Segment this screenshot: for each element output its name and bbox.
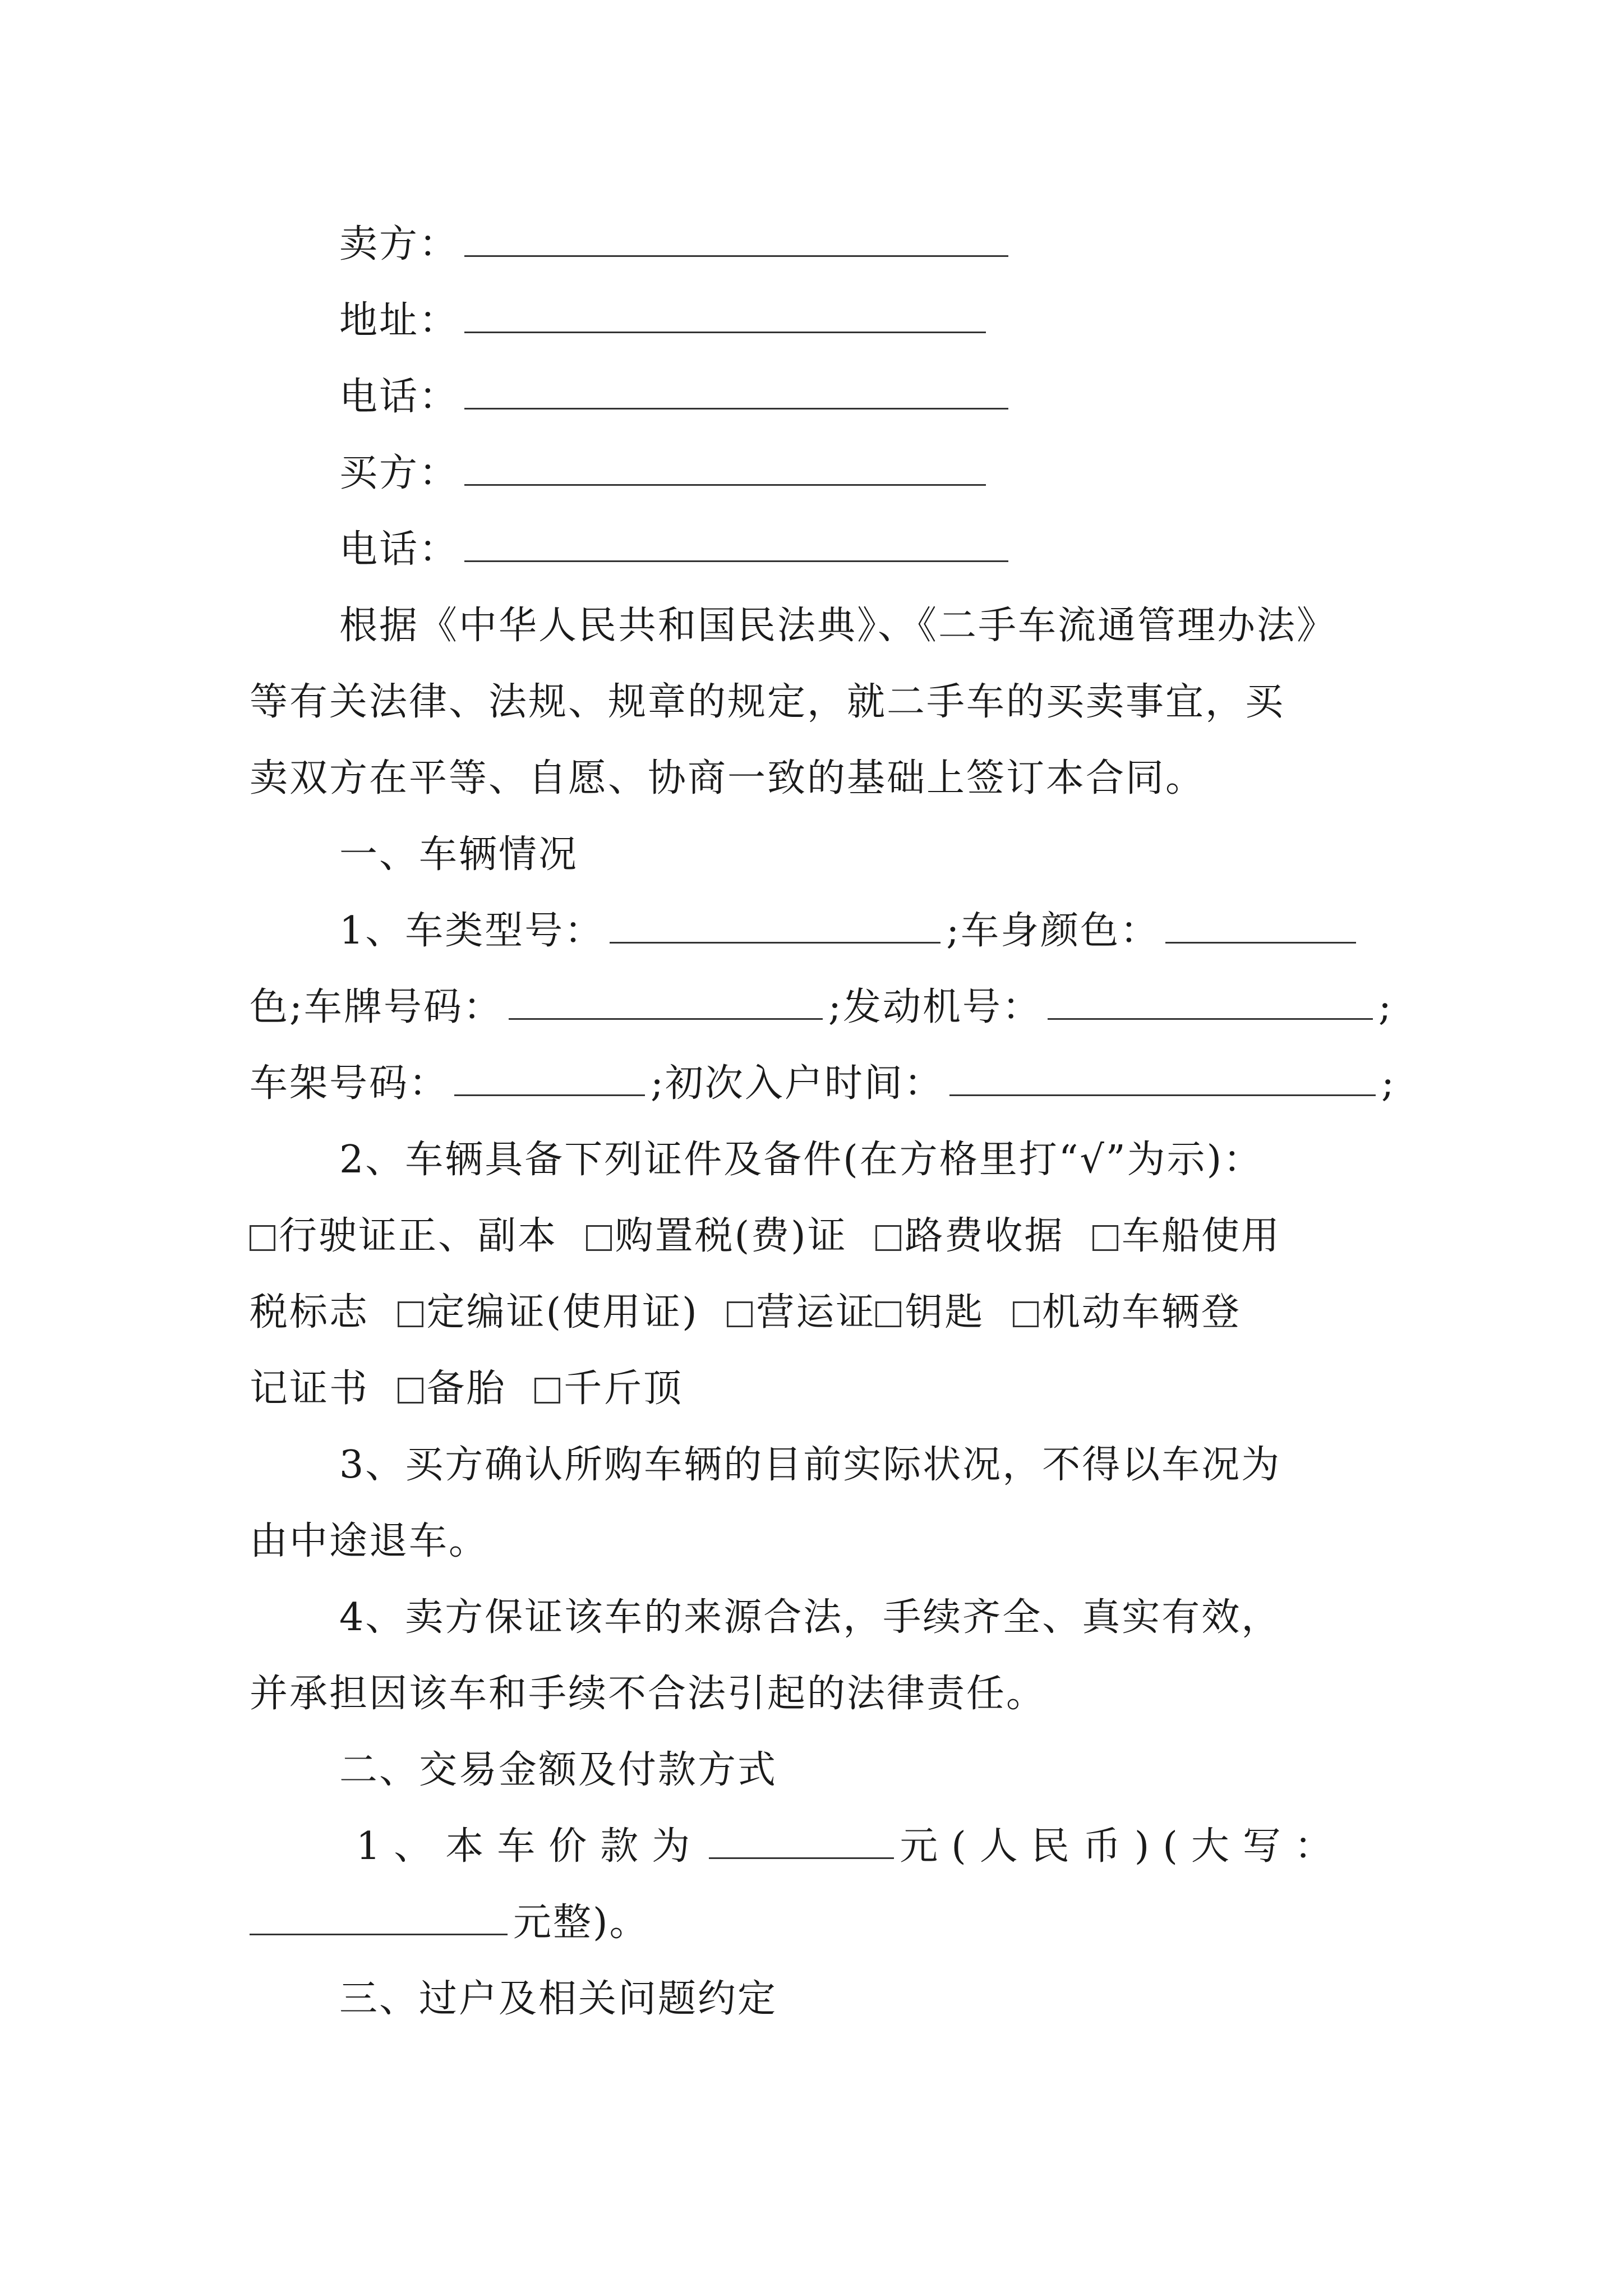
preamble-line-2: 等有关法律、法规、规章的规定，就二手车的买卖事宜，买	[250, 680, 1285, 724]
item-2-text: 2、车辆具备下列证件及备件(在方格里打“√”为示)：	[339, 1138, 1264, 1182]
registration-label-cont: 记证书	[250, 1366, 370, 1411]
seller-label: 卖方：	[339, 222, 459, 266]
quota-label: 定编证(使用证)	[426, 1290, 699, 1335]
seller-row	[339, 222, 1014, 266]
spare-tire-label: 备胎	[426, 1366, 506, 1411]
address-blank[interactable]	[464, 306, 986, 333]
license-checkbox[interactable]	[250, 1225, 275, 1251]
license-label: 行驶证正、副本	[279, 1214, 558, 1258]
purchase-tax-label: 购置税(费)证	[615, 1214, 847, 1258]
frame-label: 车架号码：	[250, 1061, 449, 1106]
item-1-line-2	[250, 985, 1393, 1029]
price-uppercase-blank[interactable]	[250, 1908, 508, 1935]
price-line-1	[356, 1824, 1346, 1869]
jack-checkbox[interactable]	[534, 1378, 560, 1404]
buyer-phone-blank[interactable]	[464, 535, 1008, 562]
seller-phone-row	[339, 375, 1014, 419]
address-label: 地址：	[339, 298, 459, 343]
item-1-line-1	[339, 909, 1362, 953]
model-blank[interactable]	[610, 916, 940, 944]
vessel-tax-checkbox[interactable]	[1092, 1225, 1118, 1251]
frame-blank[interactable]	[454, 1069, 645, 1096]
operation-label: 营运证	[756, 1290, 876, 1335]
plate-blank[interactable]	[509, 992, 823, 1020]
buyer-label: 买方：	[339, 451, 459, 495]
engine-label: ;发动机号：	[828, 985, 1042, 1029]
key-checkbox[interactable]	[875, 1301, 901, 1327]
purchase-tax-checkbox[interactable]	[586, 1225, 612, 1251]
buyer-phone-row	[339, 527, 1014, 572]
key-label: 钥匙	[905, 1290, 985, 1335]
plate-label: 色;车牌号码：	[250, 985, 503, 1029]
vessel-tax-label-cont: 税标志	[250, 1290, 370, 1335]
vessel-tax-label: 车船使用	[1121, 1214, 1281, 1258]
price-line-2	[250, 1901, 649, 1945]
item-3-line-2: 由中途退车。	[250, 1519, 489, 1563]
buyer-blank[interactable]	[464, 458, 986, 486]
registration-label: 机动车辆登	[1041, 1290, 1241, 1335]
section-3-title: 三、过户及相关问题约定	[339, 1977, 778, 2021]
item-4-line-1: 4、卖方保证该车的来源合法，手续齐全、真实有效，	[339, 1595, 1281, 1640]
color-label: ;车身颜色：	[946, 909, 1160, 953]
address-row	[339, 298, 992, 343]
jack-label: 千斤顶	[564, 1366, 684, 1411]
toll-label: 路费收据	[905, 1214, 1064, 1258]
registration-date-label: ;初次入户时间：	[651, 1061, 944, 1106]
operation-checkbox[interactable]	[727, 1301, 753, 1327]
section-2-title: 二、交易金额及付款方式	[339, 1748, 778, 1792]
item-1-line-3	[250, 1061, 1396, 1106]
section-1-title: 一、车辆情况	[339, 832, 579, 877]
seller-phone-blank[interactable]	[464, 382, 1008, 409]
seller-phone-label: 电话：	[339, 375, 459, 419]
registration-date-blank[interactable]	[949, 1069, 1376, 1096]
toll-checkbox[interactable]	[875, 1225, 901, 1251]
item-4-line-2: 并承担因该车和手续不合法引起的法律责任。	[250, 1672, 1046, 1716]
buyer-phone-label: 电话：	[339, 527, 459, 572]
price-suffix: 元整)。	[513, 1901, 649, 1945]
price-label: 1、本车价款为	[356, 1824, 704, 1869]
price-currency-label: 元(人民币)(大写：	[900, 1824, 1346, 1869]
engine-semicolon: ;	[1378, 985, 1393, 1029]
docs-line-1	[250, 1214, 1281, 1258]
preamble-line-1: 根据《中华人民共和国民法典》、《二手车流通管理办法》	[339, 604, 1337, 648]
model-label: 1、车类型号：	[339, 909, 605, 953]
spare-tire-checkbox[interactable]	[398, 1378, 423, 1404]
buyer-row	[339, 451, 992, 495]
preamble-line-3: 卖双方在平等、自愿、协商一致的基础上签订本合同。	[250, 756, 1206, 800]
registration-checkbox[interactable]	[1013, 1301, 1039, 1327]
item-3-line-1: 3、买方确认所购车辆的目前实际状况，不得以车况为	[339, 1443, 1281, 1487]
color-blank[interactable]	[1165, 916, 1356, 944]
docs-line-3	[250, 1366, 684, 1411]
docs-line-2	[250, 1290, 1241, 1335]
quota-checkbox[interactable]	[398, 1301, 423, 1327]
engine-blank[interactable]	[1048, 992, 1373, 1020]
price-blank[interactable]	[709, 1832, 894, 1859]
registration-semicolon: ;	[1381, 1061, 1396, 1106]
seller-blank[interactable]	[464, 229, 1008, 257]
